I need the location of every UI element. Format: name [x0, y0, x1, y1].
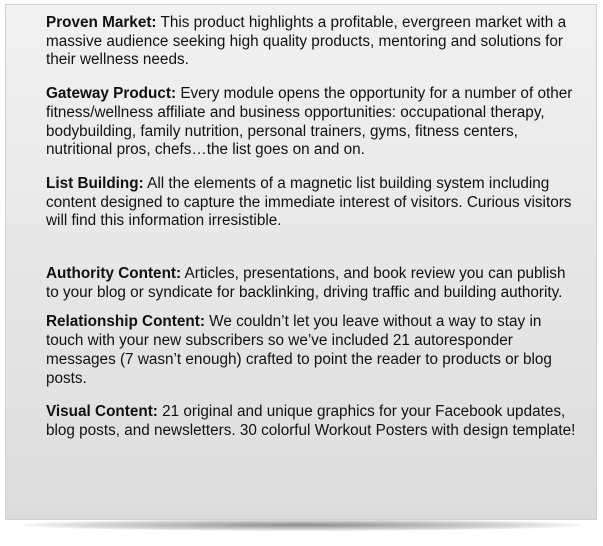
feature-proven-market [46, 14, 576, 70]
feature-list-building [46, 175, 576, 231]
feature-text: Every module opens the opportunity for a number of other fitness/wellness affiliate and business opportunities: occupational therapy, bodybuilding, family nutrition, personal trainers, gyms, fitness centers, nutritional pros, chefs…the list goes on and on. [46, 85, 573, 159]
feature-text: This product highlights a profitable, evergreen market with a massive audience seeking high quality products, mentoring and solutions for their wellness needs. [46, 14, 567, 69]
feature-text: All the elements of a magnetic list building system including content designed to capture the immediate interest of visitors. Curious visitors will find this information irresistible. [46, 174, 572, 230]
feature-heading: Proven Market: [46, 14, 157, 31]
feature-heading: Relationship Content: [46, 313, 205, 331]
feature-heading: List Building: [46, 174, 144, 192]
feature-heading: Authority Content: [46, 265, 182, 283]
feature-gateway-product [46, 85, 576, 160]
feature-visual-content [46, 403, 576, 440]
feature-relationship-content [46, 313, 576, 388]
feature-list [46, 14, 576, 441]
feature-authority-content [46, 265, 576, 302]
feature-text: We couldn’t let you leave without a way to stay in touch with your new subscribers so we’ve included 21 autoresponder messages (7 wasn’t enough) crafted to point the reader to products or blog posts. [46, 313, 552, 387]
card-shadow [22, 519, 582, 531]
feature-text: 21 original and unique graphics for your Facebook updates, blog posts, and newsletters. 30 colorful Workout Posters with design template! [46, 403, 576, 439]
feature-heading: Visual Content: [46, 403, 158, 421]
feature-heading: Gateway Product: [46, 85, 177, 103]
feature-text: Articles, presentations, and book review you can publish to your blog or syndicate for backlinking, driving traffic and building authority. [46, 265, 566, 301]
